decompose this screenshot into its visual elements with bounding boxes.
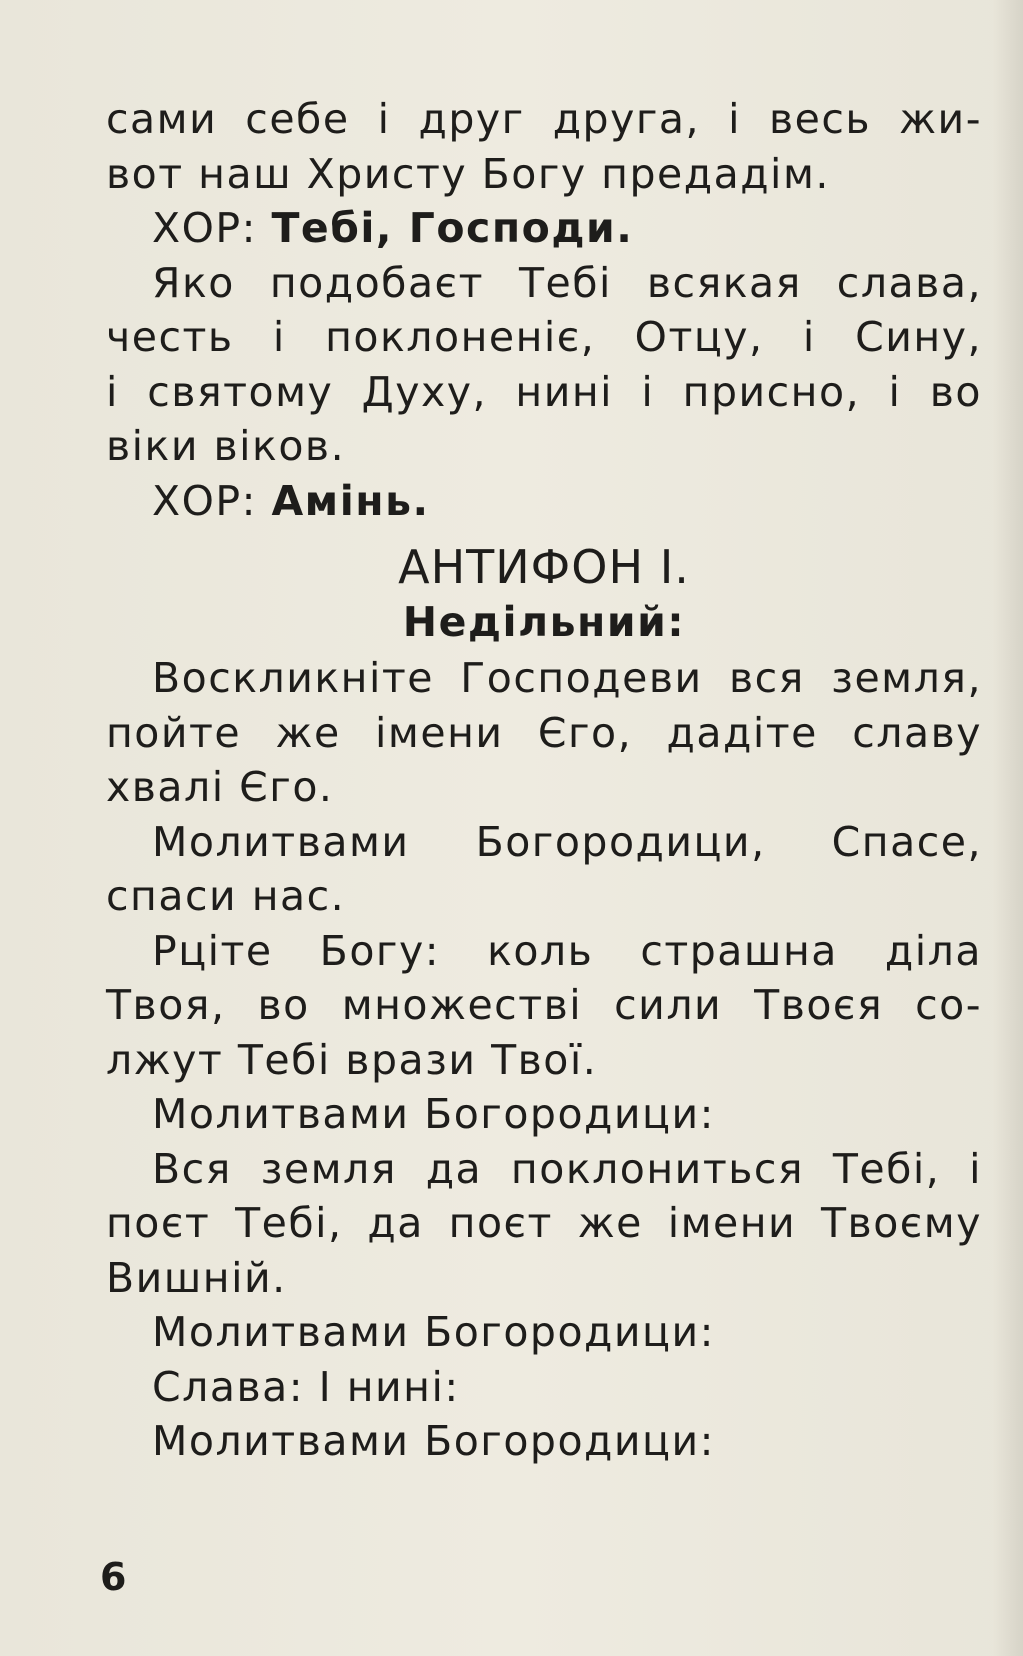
text-line: честь і поклоненіє, Отцу, і Сину, (106, 313, 982, 361)
chorus-line (106, 201, 982, 256)
text-line: пойте же імени Єго, дадіте славу (106, 708, 982, 757)
refrain-line: Молитвами Богородици: (152, 1090, 715, 1138)
text-line: Вся земля да поклониться Тебі, і (152, 1144, 982, 1193)
text-line: Вишній. (106, 1253, 287, 1302)
chorus-line (106, 474, 982, 529)
text-line: Яко подобаєт Тебі всякая слава, (152, 258, 982, 307)
refrain-line: Молитвами Богородици: (152, 1417, 715, 1465)
text-line: і святому Духу, нині і присно, і во (106, 367, 982, 416)
section-heading: АНТИФОН І. (398, 540, 690, 594)
text-line: Воскликніте Господеви вся земля, (152, 654, 982, 702)
text-line: сами себе і друг друга, і весь жи- (106, 95, 982, 143)
chorus-response: Тебі, Господи. (271, 204, 634, 252)
chorus-label: ХОР: (152, 204, 257, 252)
refrain-line: Молитвами Богородици: (152, 1308, 715, 1356)
text-line: Твоя, во множестві сили Твоєя со- (106, 981, 982, 1029)
refrain-line: спаси нас. (106, 872, 346, 920)
text-line: Рціте Богу: коль страшна діла (152, 926, 982, 975)
page-number: 6 (100, 1555, 127, 1599)
text-line: лжут Тебі врази Твої. (106, 1035, 598, 1084)
glory-line: Слава: І нині: (152, 1362, 460, 1411)
section-subheading: Недільний: (402, 597, 686, 646)
text-line: поєт Тебі, да поєт же імени Твоєму (106, 1199, 982, 1247)
page-text (106, 92, 982, 1469)
chorus-label: ХОР: (152, 476, 257, 525)
text-line: віки віков. (106, 422, 346, 470)
text-line: хвалі Єго. (106, 763, 334, 811)
refrain-line: Молитвами Богородици, Спасе, (152, 817, 982, 866)
text-line: вот наш Христу Богу предадім. (106, 149, 830, 198)
page-spine-shadow (993, 0, 1023, 1656)
chorus-response: Амінь. (271, 476, 430, 525)
